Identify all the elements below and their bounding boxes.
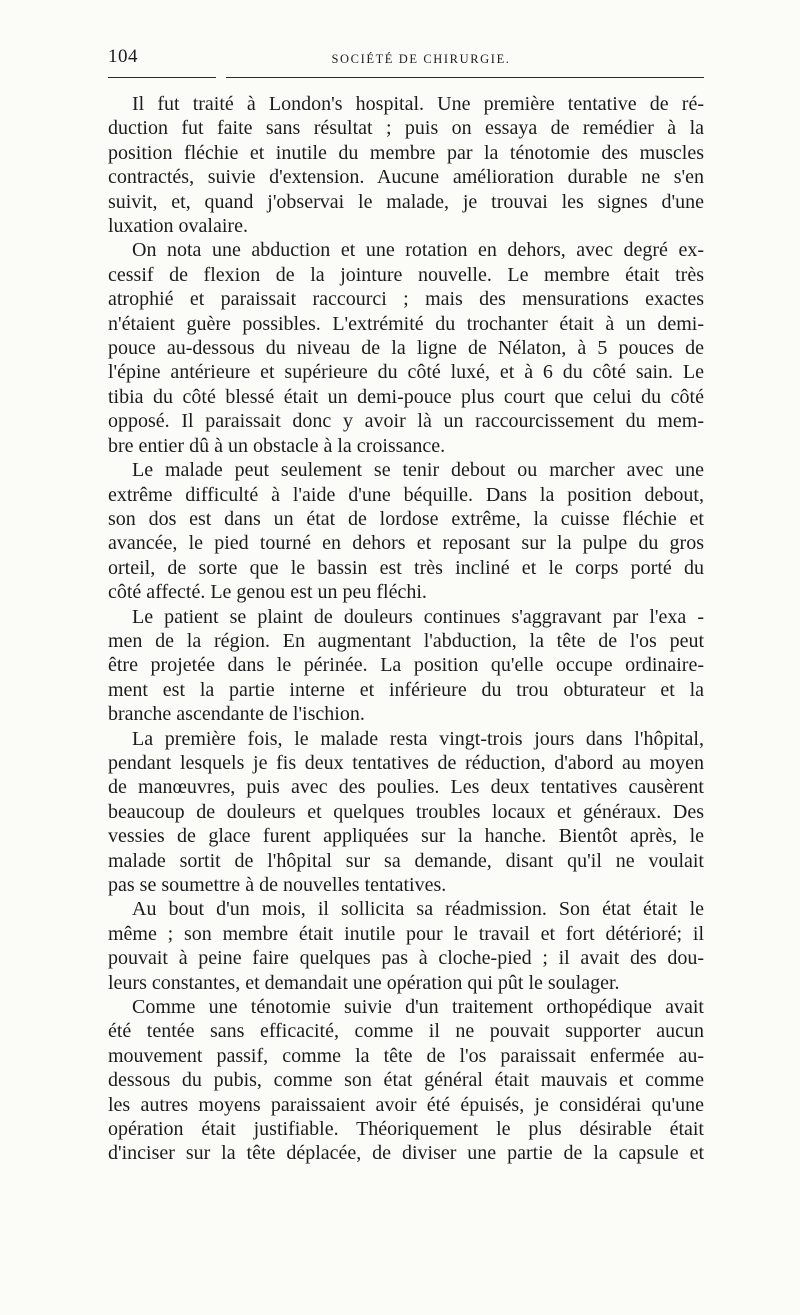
text-line: Comme une ténotomie suivie d'un traitement orthopédique avait: [132, 996, 704, 1019]
text-line: Au bout d'un mois, il sollicita sa réadmission. Son état était le: [132, 898, 704, 921]
text-line: pendant lesquels je fis deux tentatives de réduction, d'abord au moyen: [108, 751, 704, 774]
text-line: cessif de flexion de la jointure nouvelle. Le membre était très: [108, 263, 704, 286]
text-line: été tentée sans efficacité, comme il ne pouvait supporter aucun: [108, 1020, 704, 1043]
paragraph: [108, 995, 704, 1166]
text-line: duction fut faite sans résultat ; puis on essaya de remédier à la: [108, 117, 704, 140]
text-line: position fléchie et inutile du membre par la ténotomie des muscles: [108, 141, 704, 164]
text-line: contractés, suivie d'extension. Aucune amélioration durable ne s'en: [108, 166, 704, 189]
text-line: ment est la partie interne et inférieure du trou obturateur et la: [108, 678, 704, 701]
text-line: branche ascendante de l'ischion.: [108, 703, 365, 726]
paragraph: [108, 458, 704, 604]
body-text: [108, 92, 704, 1166]
text-line: leurs constantes, et demandait une opération qui pût le soulager.: [108, 971, 620, 994]
text-line: tibia du côté blessé était un demi-pouce plus court que celui du côté: [108, 385, 704, 408]
paragraph: [108, 897, 704, 995]
text-line: extrême difficulté à l'aide d'une béquille. Dans la position debout,: [108, 483, 704, 506]
text-line: dessous du pubis, comme son état général était mauvais et comme: [108, 1069, 704, 1092]
text-line: d'inciser sur la tête déplacée, de diviser une partie de la capsule et: [108, 1142, 704, 1165]
text-line: luxation ovalaire.: [108, 215, 248, 238]
header-rule-right: [226, 77, 704, 78]
paragraph: [108, 238, 704, 458]
paragraph: [108, 727, 704, 898]
text-line: La première fois, le malade resta vingt-trois jours dans l'hôpital,: [132, 727, 704, 750]
text-line: beaucoup de douleurs et quelques troubles locaux et généraux. Des: [108, 800, 704, 823]
text-line: men de la région. En augmentant l'abduction, la tête de l'os peut: [108, 629, 704, 652]
text-line: son dos est dans un état de lordose extrême, la cuisse fléchie et: [108, 507, 704, 530]
text-line: Le patient se plaint de douleurs continues s'aggravant par l'exa -: [132, 605, 704, 628]
text-line: n'étaient guère possibles. L'extrémité du trochanter était à un demi-: [108, 312, 704, 335]
text-line: l'épine antérieure et supérieure du côté luxé, et à 6 du côté sain. Le: [108, 361, 704, 384]
book-page: [108, 40, 704, 1165]
text-line: Le malade peut seulement se tenir debout ou marcher avec une: [132, 459, 704, 482]
text-line: être projetée dans le périnée. La position qu'elle occupe ordinaire-: [108, 654, 704, 677]
text-line: de manœuvres, puis avec des poulies. Les deux tentatives causèrent: [108, 776, 704, 799]
text-line: bre entier dû à un obstacle à la croissance.: [108, 434, 446, 457]
text-line: pouvait à peine faire quelques pas à cloche-pied ; il avait des dou-: [108, 947, 704, 970]
text-line: malade sortit de l'hôpital sur sa demande, disant qu'il ne voulait: [108, 849, 704, 872]
text-line: atrophié et paraissait raccourci ; mais des mensurations exactes: [108, 288, 704, 311]
text-line: côté affecté. Le genou est un peu fléchi.: [108, 581, 427, 604]
text-line: mouvement passif, comme la tête de l'os paraissait enfermée au-: [108, 1044, 704, 1067]
text-line: Il fut traité à London's hospital. Une première tentative de ré-: [132, 93, 704, 115]
text-line: opposé. Il paraissait donc y avoir là un raccourcissement du mem-: [108, 410, 704, 433]
header-rule-left: [108, 77, 216, 78]
page-number: 104: [108, 46, 138, 67]
text-line: pas se soumettre à de nouvelles tentatives.: [108, 874, 447, 896]
page-header: [108, 40, 704, 74]
text-line: suivit, et, quand j'observai le malade, je trouvai les signes d'une: [108, 190, 704, 213]
text-line: pouce au-dessous du niveau de la ligne de Nélaton, à 5 pouces de: [108, 337, 704, 360]
text-line: les autres moyens paraissaient avoir été épuisés, je considérai qu'une: [108, 1093, 704, 1116]
text-line: opération était justifiable. Théoriquement le plus désirable était: [108, 1118, 704, 1141]
text-line: vessies de glace furent appliquées sur la hanche. Bientôt après, le: [108, 825, 704, 848]
text-line: même ; son membre était inutile pour le travail et fort détérioré; il: [108, 922, 704, 945]
text-line: avancée, le pied tourné en dehors et reposant sur la pulpe du gros: [108, 532, 704, 555]
paragraph: [108, 605, 704, 727]
running-head: SOCIÉTÉ DE CHIRURGIE.: [331, 52, 511, 66]
paragraph: [108, 92, 704, 238]
text-line: On nota une abduction et une rotation en dehors, avec degré ex-: [132, 239, 704, 262]
text-line: orteil, de sorte que le bassin est très incliné et le corps porté du: [108, 556, 704, 579]
